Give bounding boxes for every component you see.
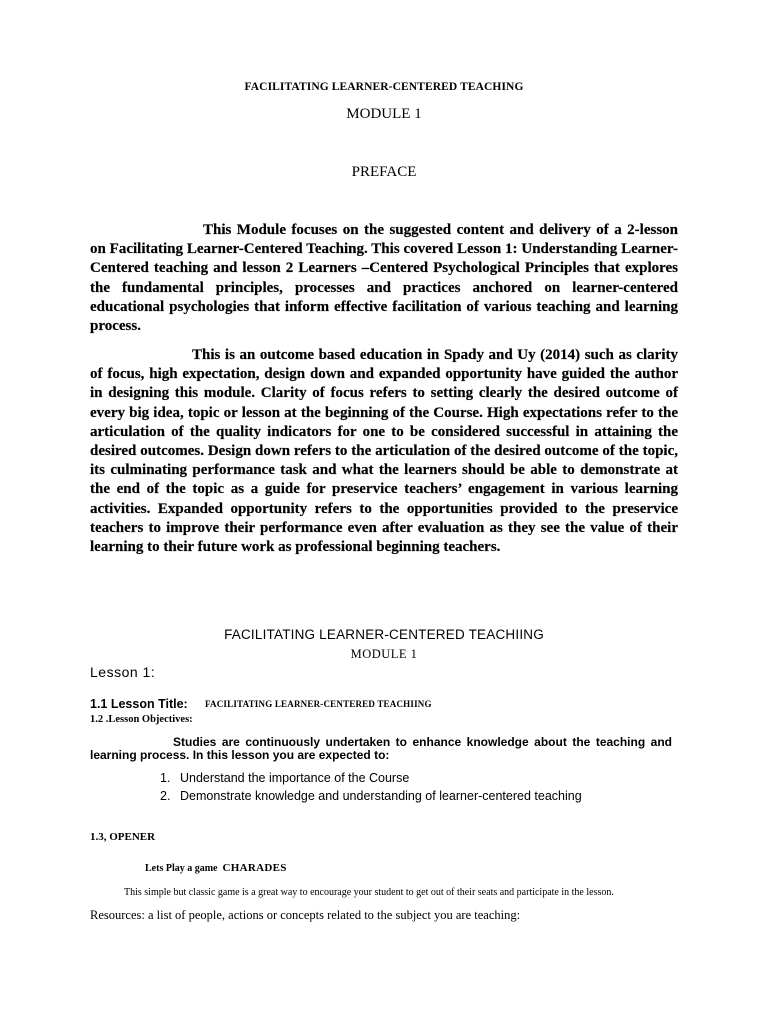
module-heading: MODULE 1 [346, 106, 422, 122]
lets-play-text: Lets Play a game [145, 863, 218, 874]
preface-paragraph-2: This is an outcome based education in Spady and Uy (2014) such as clarity of focus, high expectation, design down and expanded opportunity have guided the author in designing this module. Clarity of focus refers to setting clearly the desired outcome of every big idea, topic or lesson at the beginning of the Course. High expectations refer to the articulation of the quality indicators for one to be considered successful in attaining the desired outcomes. Design down refers to the articulation of the desired outcome of the topic, its culminating performance task and what the learners should be able to demonstrate at the end of the topic as a guide for preservice teachers’ engagement in various learning activities. Expanded opportunity refers to the opportunities provided to the preservice teachers to improve their performance even after evaluation as they see the value of their learning to their future work as professional beginning teachers. [90, 347, 678, 556]
preface-heading: PREFACE [351, 164, 417, 180]
lesson-heading: Lesson 1: [90, 664, 156, 680]
list-item [160, 771, 582, 789]
preface-paragraph-1: This Module focuses on the suggested content and delivery of a 2-lesson on Facilitating Learner-Centered Teaching. This covered Lesson 1: Understanding Learner-Centered teaching and lesson 2 Learners –Centered Psychological Principles that explores the fundamental principles, processes and practices anchored on learner-centered educational psychologies that inform effective facilitation of various teaching and learning process. [90, 222, 678, 335]
lesson-title-label: 1.1 Lesson Title: [90, 697, 188, 711]
section-module-heading: MODULE 1 [350, 647, 418, 661]
list-text: Demonstrate knowledge and understanding of learner-centered teaching [180, 789, 582, 803]
objectives-list [160, 771, 582, 807]
lesson-title-value: FACILITATING LEARNER-CENTERED TEACHIING [205, 699, 432, 709]
list-number: 1. [160, 771, 171, 785]
objectives-intro: Studies are continuously undertaken to enhance knowledge about the teaching and learning process. In this lesson you are expected to: [90, 735, 672, 762]
list-text: Understand the importance of the Course [180, 771, 410, 785]
section-title: FACILITATING LEARNER-CENTERED TEACHIING [224, 627, 544, 642]
document-title: FACILITATING LEARNER-CENTERED TEACHING [244, 81, 524, 93]
list-item [160, 789, 582, 807]
list-number: 2. [160, 789, 171, 803]
lesson-objectives-label: 1.2 .Lesson Objectives: [90, 714, 193, 725]
resources-line: Resources: a list of people, actions or concepts related to the subject you are teaching: [90, 908, 521, 922]
game-line [145, 862, 287, 874]
game-description: This simple but classic game is a great way to encourage your student to get out of their seats and participate in the lesson. [124, 887, 614, 898]
opener-label: 1.3, OPENER [90, 831, 156, 843]
game-name: CHARADES [222, 862, 287, 874]
